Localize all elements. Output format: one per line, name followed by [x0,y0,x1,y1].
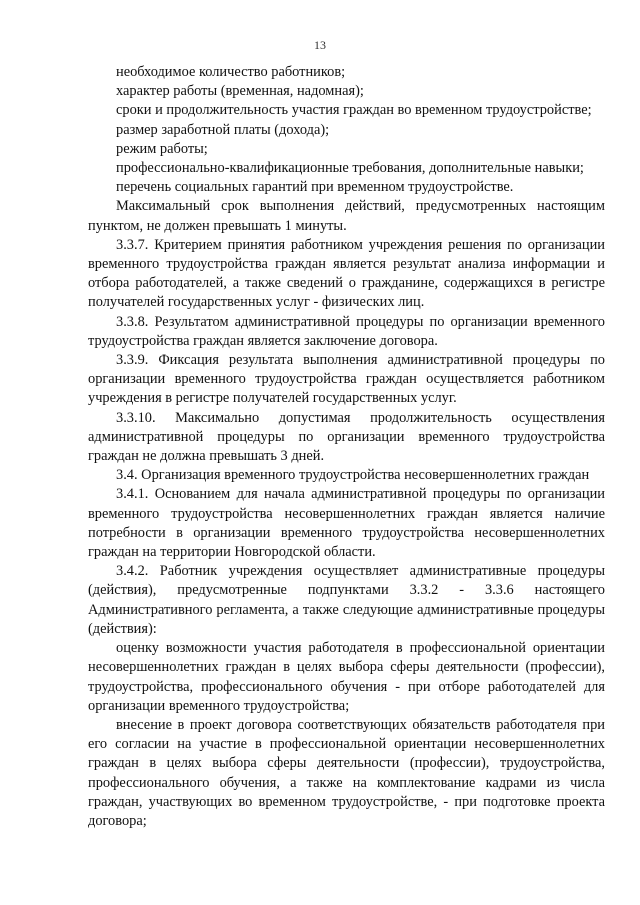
paragraph: перечень социальных гарантий при временном трудоустройстве. [116,179,514,196]
paragraph: размер заработной платы (дохода); [116,121,330,138]
paragraph: 3.3.10. Максимально допустимая продолжительность осуществления административной процедуры по организации временного трудоустройства граждан не должна превышать 3 дней. [88,409,605,465]
paragraph: оценку возможности участия работодателя в профессиональной ориентации несовершеннолетних граждан в целях выбора сферы деятельности (профессии), трудоустройства, профессионального обучения - при отборе работодателей для организации временного трудоустройства; [88,640,605,714]
paragraph: 3.3.9. Фиксация результата выполнения административной процедуры по организации временного трудоустройства граждан осуществляется работником учреждения в регистре получателей государственных услуг. [88,352,605,407]
paragraph: профессионально-квалификационные требования, дополнительные навыки; [116,160,584,177]
paragraph: сроки и продолжительность участия граждан во временном трудоустройстве; [116,102,592,119]
page-number: 13 [314,38,326,52]
paragraph: 3.4.1. Основанием для начала административной процедуры по организации временного трудоустройства несовершеннолетних граждан является наличие потребности в организации временного трудоустройства несовершеннолетних граждан на территории Новгородской области. [88,486,605,561]
paragraph: характер работы (временная, надомная); [116,83,364,100]
paragraph: 3.4.2. Работник учреждения осуществляет административные процедуры (действия), предусмотренные подпунктами 3.3.2 - 3.3.6 настоящего Административного регламента, а также следующие административные процедуры (действия): [88,563,605,637]
paragraph: режим работы; [116,140,208,157]
paragraph: Максимальный срок выполнения действий, предусмотренных настоящим пунктом, не должен превышать 1 минуты. [88,198,605,234]
paragraph: необходимое количество работников; [116,64,346,80]
paragraph: 3.3.7. Критерием принятия работником учреждения решения по организации временного трудоустройства граждан является результат анализа информации и отбора работодателей, а также сведений о гражданине, содержащихся в регистре получателей государственных услуг - физических лиц. [88,236,605,311]
paragraph: 3.3.8. Результатом административной процедуры по организации временного трудоустройства граждан является заключение договора. [88,313,605,349]
paragraph: 3.4. Организация временного трудоустройства несовершеннолетних граждан [116,467,590,484]
paragraph: внесение в проект договора соответствующих обязательств работодателя при его согласии на участие в профессиональной ориентации несовершеннолетних граждан в целях выбора сферы деятельности (профессии), трудоустройства, профессионального обучения, а также на комплектование кадрами из числа граждан, участвующих во временном трудоустройстве, - при подготовке проекта договора; [88,716,605,829]
document-body [88,63,605,831]
